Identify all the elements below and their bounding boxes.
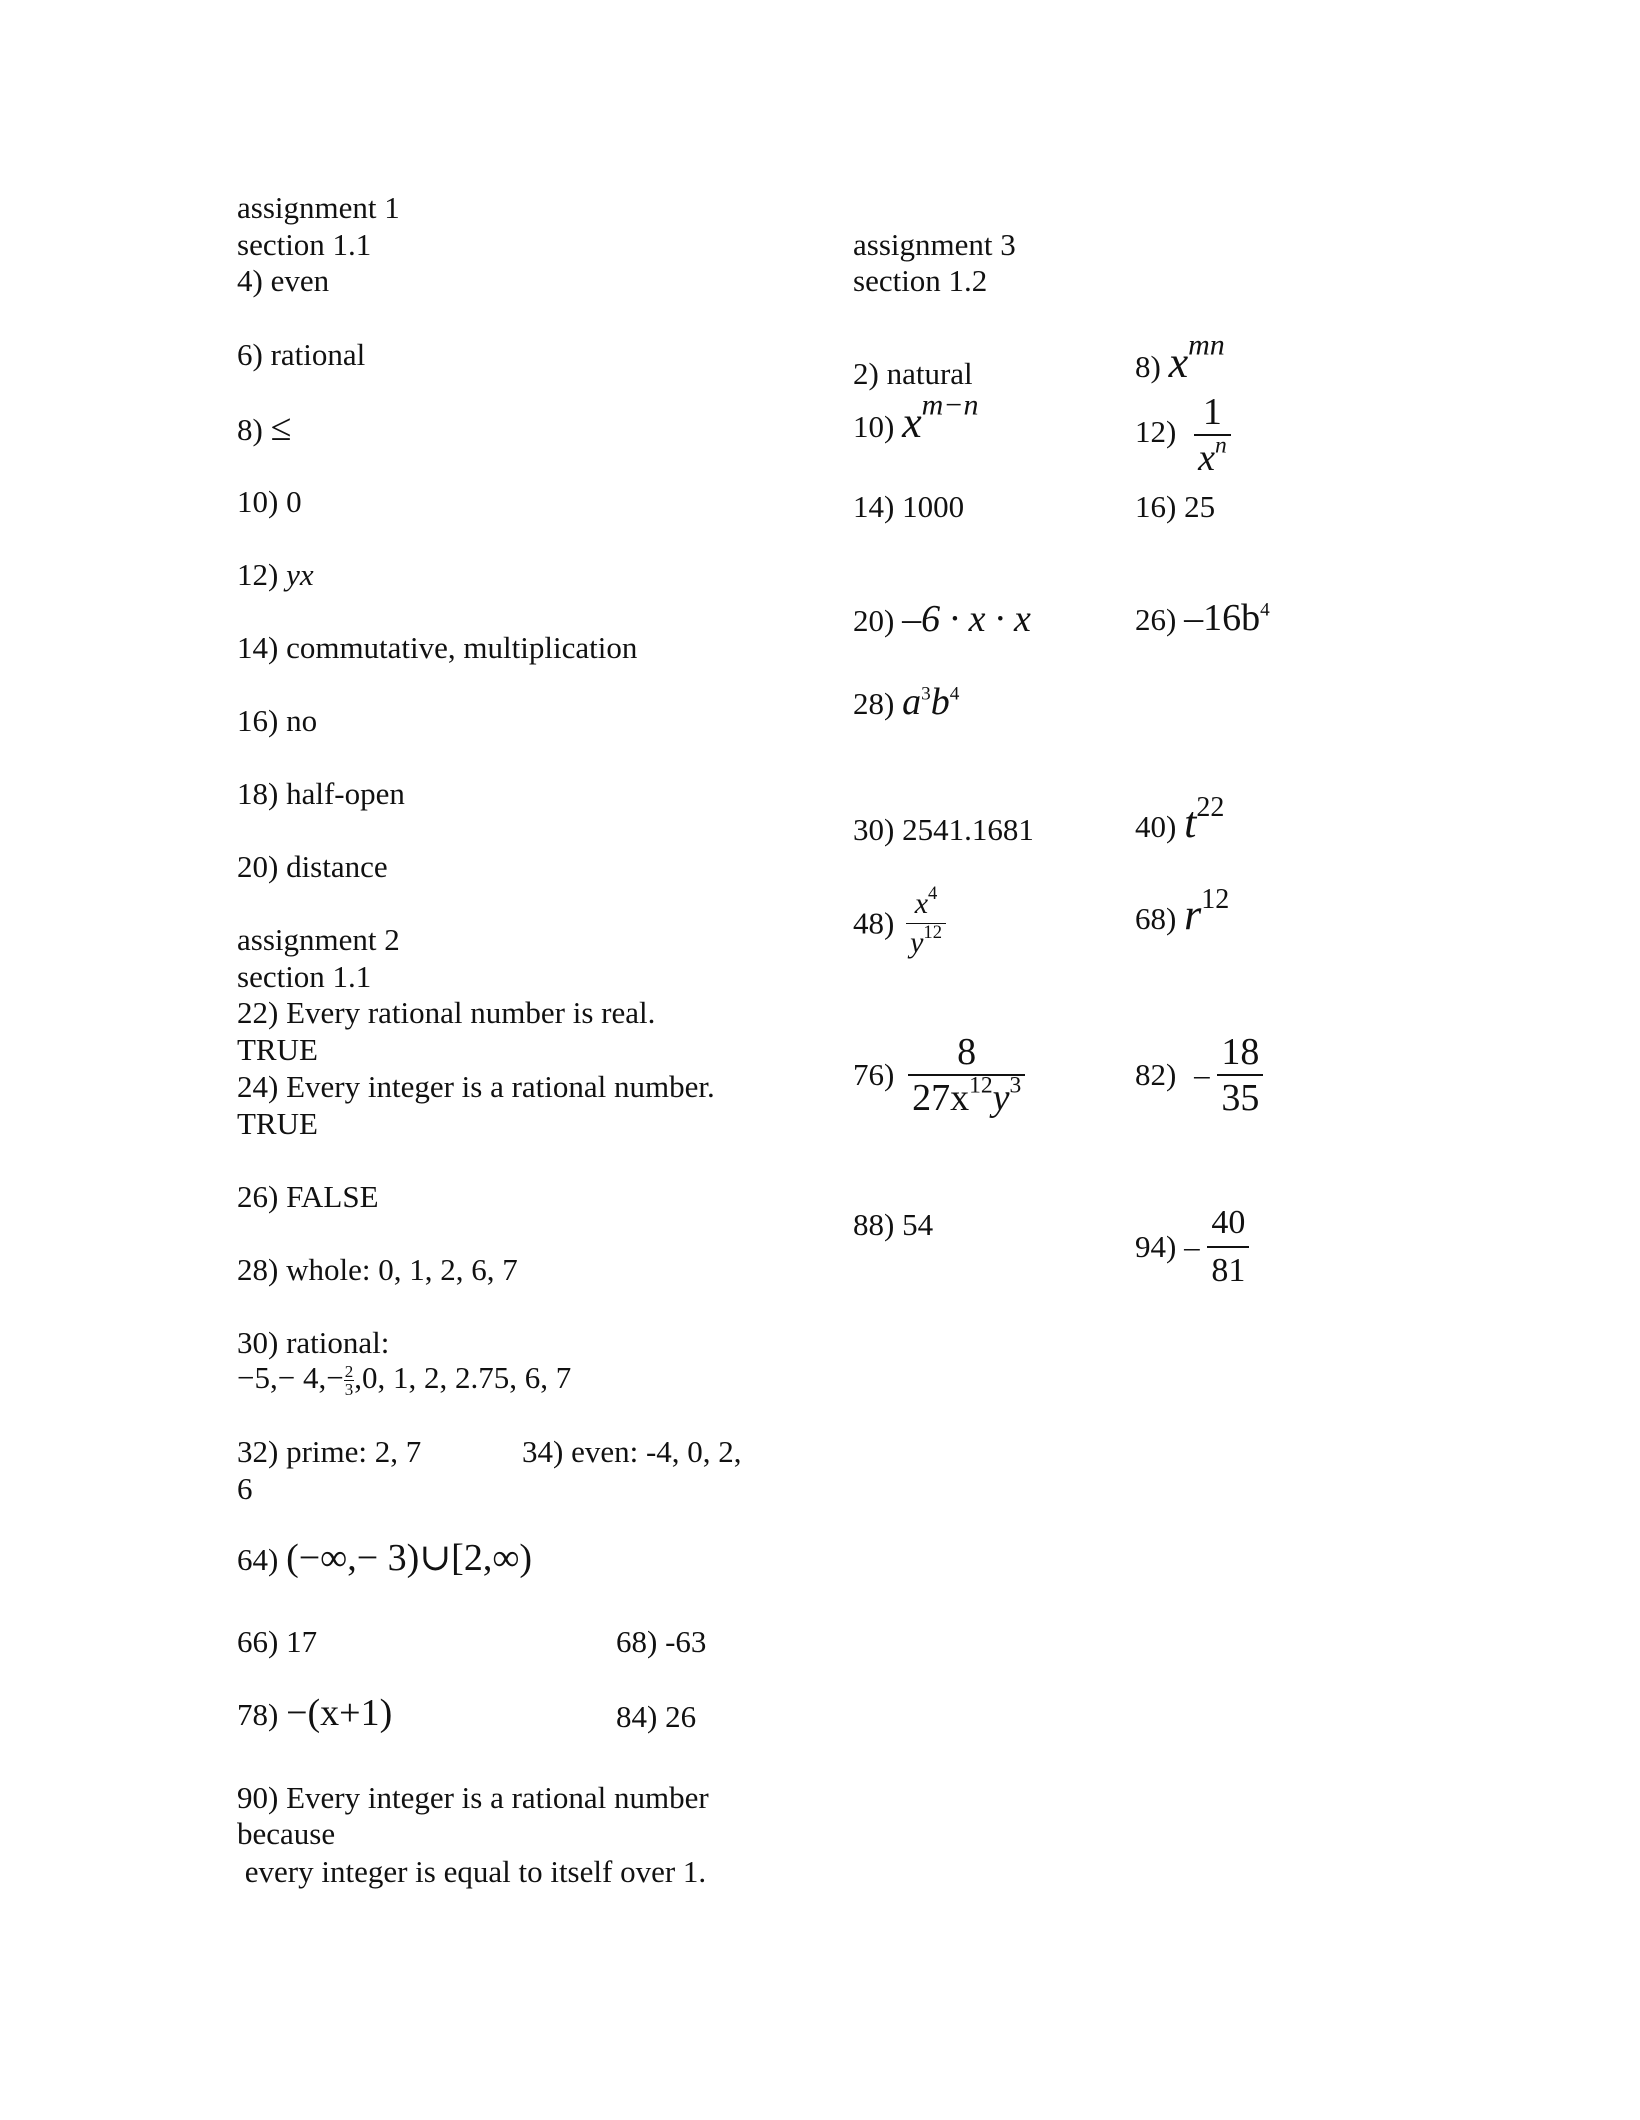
r-answer-48-numerator-base: x (914, 887, 929, 920)
r-answer-48 (853, 885, 946, 962)
answer-14: 14) commutative, multiplication (237, 630, 638, 665)
r-answer-82-sign: – (1194, 1057, 1210, 1092)
r-answer-48-numerator-exponent: 4 (928, 883, 938, 905)
r-answer-12-denominator-exponent: n (1214, 432, 1227, 459)
r-answer-76-denominator-y: y (992, 1077, 1010, 1119)
r-answer-10-number: 10) (853, 409, 895, 444)
answer-16: 16) no (237, 703, 318, 738)
answer-34-continued: 6 (237, 1471, 253, 1506)
answer-10: 10) 0 (237, 484, 302, 519)
r-answer-76 (853, 1030, 1025, 1120)
r-answer-20-expression: –6 · x · x (902, 598, 1031, 640)
answer-32: 32) prime: 2, 7 (237, 1434, 422, 1469)
answer-28: 28) whole: 0, 1, 2, 6, 7 (237, 1252, 518, 1287)
answer-8 (237, 407, 292, 449)
answer-30-values-start: −5,− 4,− (237, 1360, 344, 1395)
r-answer-94-fraction (1207, 1200, 1249, 1294)
answer-78 (237, 1692, 393, 1734)
r-answer-76-numerator: 8 (908, 1030, 1025, 1076)
r-answer-8-number: 8) (1135, 349, 1161, 384)
r-answer-48-number: 48) (853, 905, 895, 941)
r-answer-26-exponent: 4 (1260, 599, 1270, 621)
answer-22-result: TRUE (237, 1032, 318, 1067)
answer-34: 34) even: -4, 0, 2, (522, 1434, 742, 1469)
r-answer-94-number: 94) (1135, 1229, 1177, 1264)
r-answer-20-number: 20) (853, 603, 895, 638)
r-answer-82-number: 82) (1135, 1057, 1177, 1092)
r-answer-26-expression: –16b (1184, 597, 1261, 639)
r-answer-14: 14) 1000 (853, 489, 965, 524)
r-answer-10-base: x (902, 398, 922, 447)
r-answer-12 (1135, 390, 1231, 480)
answer-30-values (237, 1360, 571, 1398)
r-answer-94-denominator: 81 (1211, 1252, 1246, 1289)
r-answer-8-exponent: mn (1188, 328, 1225, 362)
r-answer-12-denominator-base: x (1198, 437, 1215, 479)
r-answer-26 (1135, 597, 1270, 639)
answer-26: 26) FALSE (237, 1179, 379, 1214)
answer-24-result: TRUE (237, 1106, 318, 1141)
answer-64 (237, 1537, 533, 1579)
r-answer-48-fraction (906, 885, 946, 962)
r-answer-94 (1135, 1200, 1249, 1294)
assignment-3-title: assignment 3 (853, 227, 1016, 262)
assignment-3-section: section 1.2 (853, 263, 988, 298)
r-answer-10 (853, 388, 979, 447)
assignment-1-title: assignment 1 (237, 190, 400, 225)
assignment-2-title: assignment 2 (237, 922, 400, 957)
answer-12-expression: yx (286, 557, 314, 592)
r-answer-40-base: t (1184, 798, 1197, 847)
r-answer-10-exponent: m−n (921, 388, 979, 422)
r-answer-40-number: 40) (1135, 809, 1177, 844)
r-answer-12-numerator: 1 (1194, 390, 1231, 436)
r-answer-88: 88) 54 (853, 1207, 934, 1242)
r-answer-28 (853, 681, 960, 723)
r-answer-12-denominator (1194, 432, 1231, 480)
r-answer-82-denominator: 35 (1221, 1077, 1260, 1119)
r-answer-40 (1135, 792, 1225, 847)
r-answer-12-number: 12) (1135, 414, 1177, 450)
assignment-1-section: section 1.1 (237, 227, 372, 262)
r-answer-94-numerator: 40 (1207, 1200, 1249, 1248)
answer-64-expression: (−∞,− 3)∪[2,∞) (286, 1537, 533, 1579)
answer-8-number: 8) (237, 412, 263, 447)
r-answer-48-denominator (906, 924, 946, 962)
answer-68: 68) -63 (616, 1624, 707, 1659)
answer-64-number: 64) (237, 1542, 279, 1577)
answer-78-expression: −(x+1) (286, 1692, 393, 1734)
r-answer-40-exponent: 22 (1196, 792, 1225, 823)
r-answer-28-base-a: a (902, 681, 922, 723)
r-answer-68-base: r (1184, 890, 1202, 939)
r-answer-68-exponent: 12 (1201, 884, 1230, 915)
answer-90-continued: every integer is equal to itself over 1. (237, 1854, 707, 1889)
r-answer-48-denominator-exponent: 12 (923, 922, 942, 944)
r-answer-82-numerator: 18 (1217, 1030, 1263, 1076)
r-answer-28-base-b: b (930, 681, 950, 723)
answer-84: 84) 26 (616, 1699, 697, 1734)
answer-18: 18) half-open (237, 776, 405, 811)
answer-22: 22) Every rational number is real. (237, 995, 656, 1030)
r-answer-16: 16) 25 (1135, 489, 1216, 524)
r-answer-48-numerator (906, 885, 946, 924)
r-answer-8 (1135, 328, 1225, 387)
r-answer-20 (853, 598, 1031, 640)
r-answer-68-number: 68) (1135, 901, 1177, 936)
answer-30-values-end: ,0, 1, 2, 2.75, 6, 7 (354, 1360, 572, 1395)
r-answer-2: 2) natural (853, 356, 973, 391)
r-answer-76-fraction (908, 1030, 1025, 1120)
answer-12-number: 12) (237, 557, 279, 592)
r-answer-48-denominator-base: y (910, 926, 924, 959)
r-answer-76-denominator-exp-y: 3 (1009, 1072, 1022, 1099)
answer-8-symbol: ≤ (270, 407, 292, 449)
answer-78-number: 78) (237, 1697, 279, 1732)
r-answer-76-number: 76) (853, 1057, 895, 1092)
answer-4: 4) even (237, 263, 330, 298)
answer-30: 30) rational: (237, 1325, 390, 1360)
answer-66: 66) 17 (237, 1624, 318, 1659)
answer-90: 90) Every integer is a rational number because (237, 1780, 709, 1851)
r-answer-28-exponent-b: 4 (949, 683, 960, 705)
answer-12 (237, 557, 314, 593)
answer-30-fraction (344, 1363, 355, 1398)
r-answer-28-number: 28) (853, 686, 895, 721)
r-answer-82-fraction (1217, 1030, 1263, 1120)
r-answer-12-fraction (1194, 390, 1231, 480)
r-answer-8-base: x (1168, 338, 1189, 387)
answer-30-fraction-numerator: 2 (344, 1362, 354, 1382)
answer-6: 6) rational (237, 337, 366, 372)
answer-20: 20) distance (237, 849, 388, 884)
r-answer-68 (1135, 884, 1230, 939)
r-answer-76-denominator-coef: 27x (912, 1077, 970, 1119)
r-answer-30: 30) 2541.1681 (853, 812, 1034, 847)
r-answer-76-denominator-exp-x: 12 (969, 1072, 993, 1099)
r-answer-82 (1135, 1030, 1263, 1120)
assignment-2-section: section 1.1 (237, 959, 372, 994)
r-answer-26-number: 26) (1135, 602, 1177, 637)
r-answer-94-sign: – (1184, 1229, 1200, 1264)
answer-30-fraction-denominator: 3 (344, 1380, 354, 1400)
answer-24: 24) Every integer is a rational number. (237, 1069, 715, 1104)
r-answer-76-denominator (908, 1072, 1025, 1120)
r-answer-28-exponent-a: 3 (921, 683, 931, 705)
